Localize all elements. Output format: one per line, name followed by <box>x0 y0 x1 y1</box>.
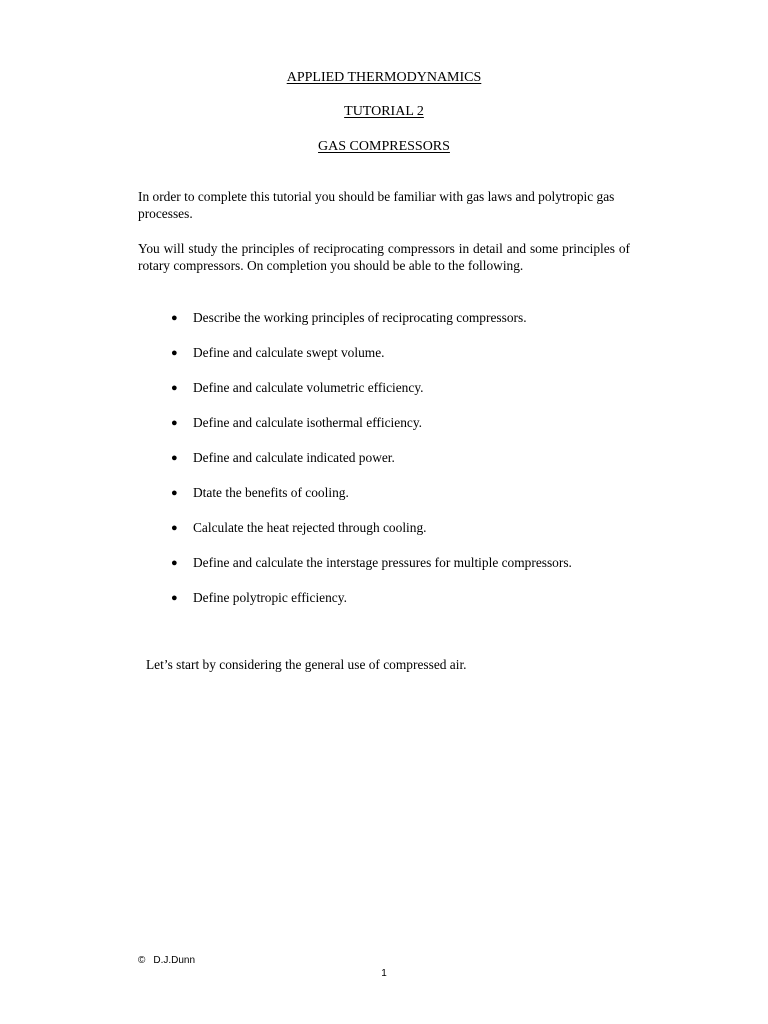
list-item <box>0 449 768 467</box>
objectives-paragraph: You will study the principles of reciprocating compressors in detail and some principles of rotary compressors. On completion you should be able to the following. <box>138 241 630 273</box>
list-item <box>0 414 768 432</box>
objective-text: Define and calculate swept volume. <box>193 345 385 360</box>
bullet-icon: ● <box>171 312 178 324</box>
section-title: GAS COMPRESSORS <box>318 139 450 154</box>
list-item <box>0 589 768 607</box>
objective-text: Calculate the heat rejected through cooling. <box>193 520 427 535</box>
copyright-icon: © <box>138 955 146 966</box>
list-item <box>0 484 768 502</box>
bullet-icon: ● <box>171 592 178 604</box>
objective-text: Dtate the benefits of cooling. <box>193 485 349 500</box>
tutorial-number: TUTORIAL 2 <box>344 104 424 119</box>
bullet-icon: ● <box>171 487 178 499</box>
footer-copyright <box>138 955 195 967</box>
bullet-icon: ● <box>171 452 178 464</box>
bullet-icon: ● <box>171 417 178 429</box>
objective-text: Describe the working principles of reciprocating compressors. <box>193 310 527 325</box>
objective-text: Define and calculate volumetric efficiency. <box>193 380 424 395</box>
list-item <box>0 379 768 397</box>
list-item <box>0 519 768 537</box>
bullet-icon: ● <box>171 557 178 569</box>
intro-paragraph: In order to complete this tutorial you should be familiar with gas laws and polytropic gas processes. <box>138 189 615 221</box>
bullet-icon: ● <box>171 347 178 359</box>
bullet-icon: ● <box>171 522 178 534</box>
footer-author: D.J.Dunn <box>153 955 196 966</box>
list-item <box>0 344 768 362</box>
objective-text: Define and calculate indicated power. <box>193 450 395 465</box>
objective-text: Define and calculate the interstage pressures for multiple compressors. <box>193 555 572 570</box>
page-number: 1 <box>381 968 387 979</box>
objective-text: Define and calculate isothermal efficiency. <box>193 415 423 430</box>
document-title: APPLIED THERMODYNAMICS <box>286 70 482 85</box>
bullet-icon: ● <box>171 382 178 394</box>
list-item <box>0 309 768 327</box>
closing-line: Let’s start by considering the general use of compressed air. <box>146 657 467 672</box>
objective-text: Define polytropic efficiency. <box>193 590 347 605</box>
list-item <box>0 554 768 572</box>
